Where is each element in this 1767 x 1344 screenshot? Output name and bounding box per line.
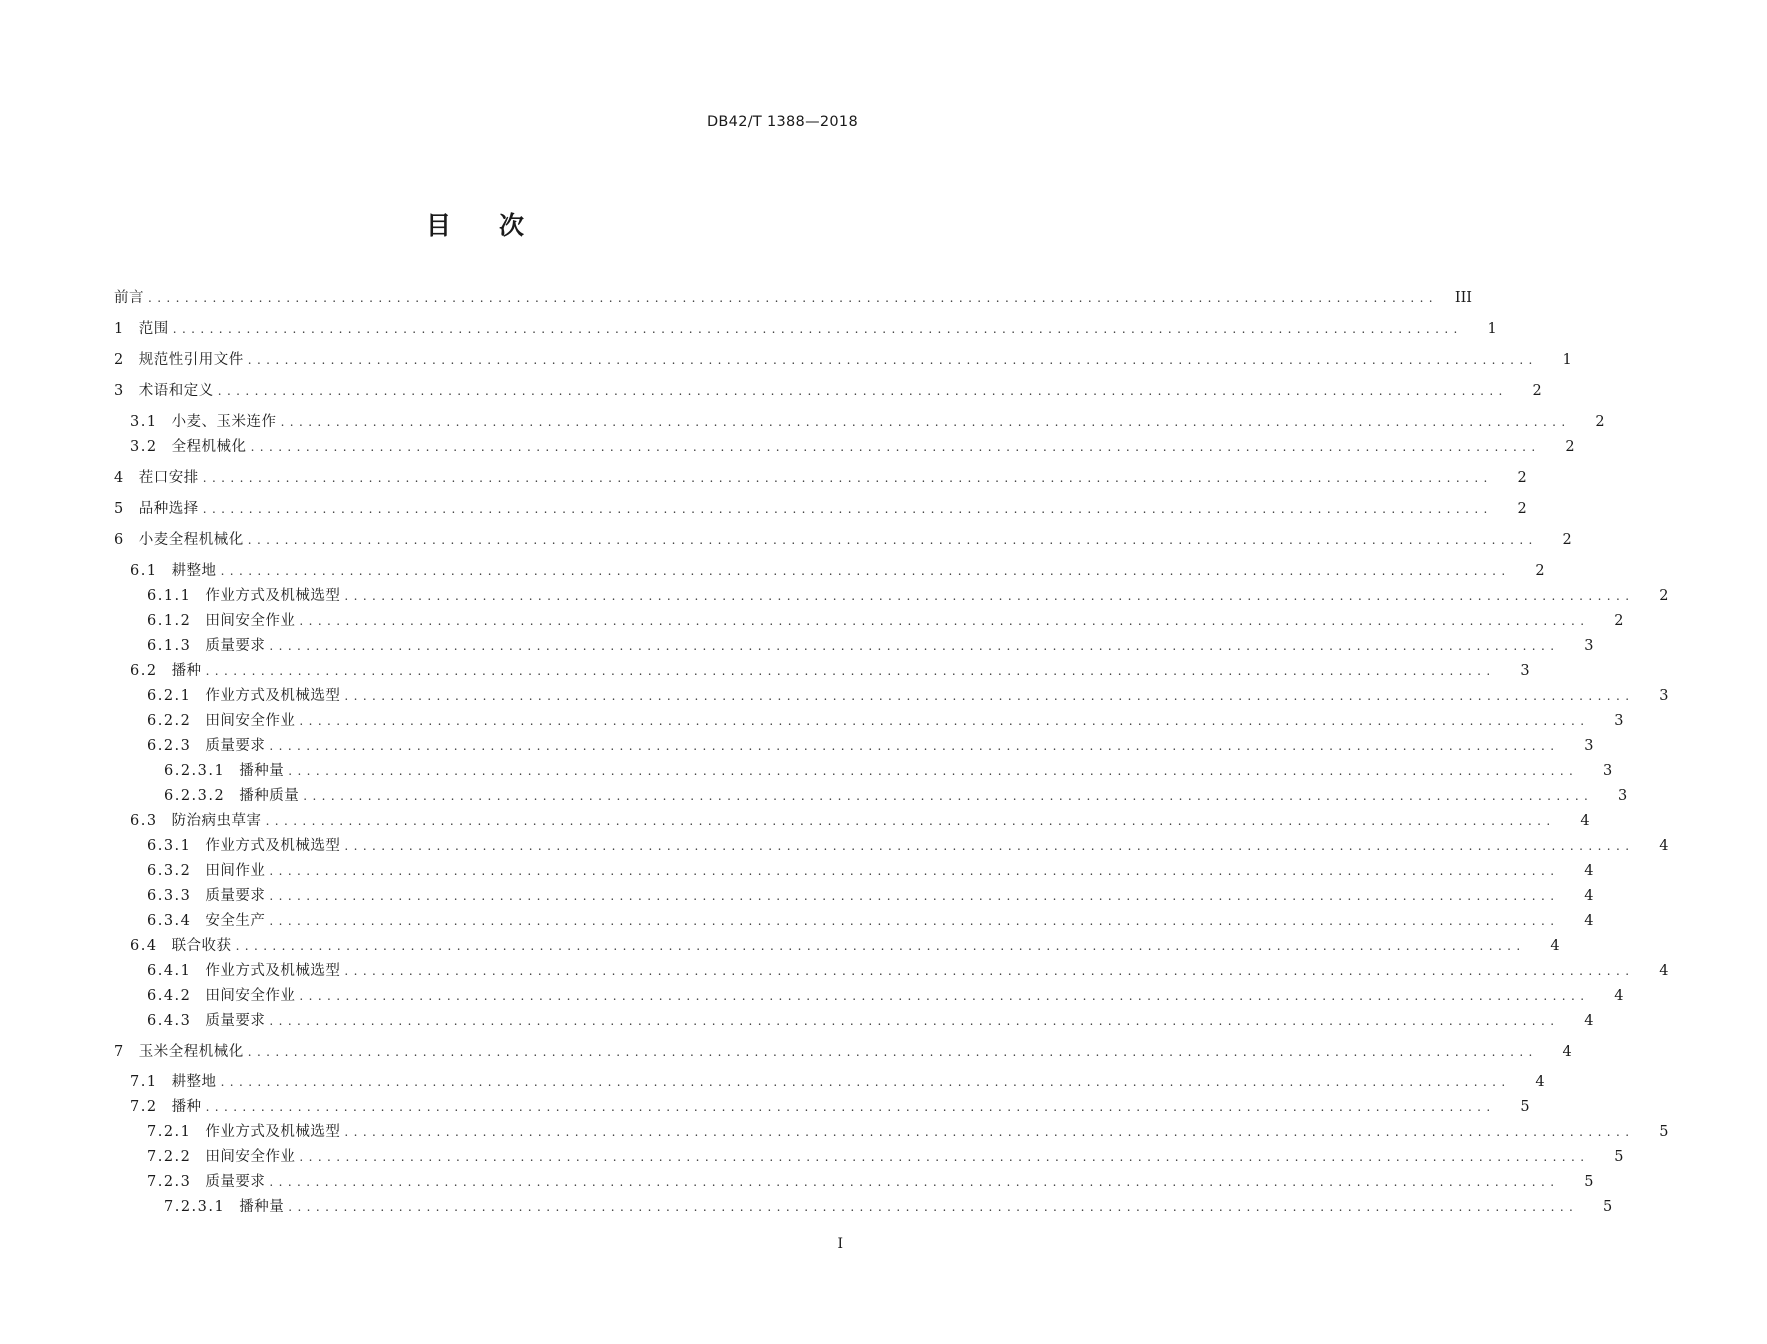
toc-entry[interactable] [0,1196,1613,1218]
toc-entry-page: 3 [1614,713,1624,729]
toc-entry[interactable] [0,835,1669,857]
toc-leader-dots: ............................................................................................................................................ [217,384,1508,398]
toc-entry-number: 6.4 [130,938,158,954]
toc-entry[interactable] [0,436,1575,458]
toc-entry[interactable] [0,735,1594,757]
toc-entry-title: 质量要求 [205,1013,266,1029]
toc-entry-title: 田间安全作业 [205,988,296,1004]
toc-leader-dots: ............................................................................................................................................ [299,714,1590,728]
toc-entry-number: 4 [114,470,125,486]
toc-entry-title: 小麦全程机械化 [138,532,244,548]
toc-entry-page: III [1454,290,1473,306]
toc-leader-dots: ............................................................................................................................................ [265,814,1556,828]
toc-leader-dots: ............................................................................................................................................ [299,1150,1590,1164]
toc-entry-page: 2 [1517,470,1527,486]
toc-leader-dots: ............................................................................................................................................ [250,440,1541,454]
toc-entry-number: 6.2.2 [147,713,192,729]
toc-entry-number: 6.3.4 [147,913,192,929]
toc-entry[interactable] [0,885,1594,907]
toc-entry[interactable] [0,1041,1572,1063]
toc-entry-number: 6.3.3 [147,888,192,904]
toc-entry-title: 安全生产 [205,913,266,929]
toc-entry-number: 6.1.2 [147,613,192,629]
toc-entry[interactable] [0,1171,1594,1193]
toc-entry-page: 4 [1580,813,1590,829]
toc-entry-number: 6.2.3.1 [164,763,226,779]
toc-leader-dots: ............................................................................................................................................ [269,639,1560,653]
toc-entry-title: 耕整地 [171,1074,217,1090]
toc-entry-page: 4 [1535,1074,1545,1090]
toc-entry[interactable] [0,810,1590,832]
toc-entry-number: 2 [114,352,125,368]
toc-leader-dots: ............................................................................................................................................ [205,664,1496,678]
toc-entry-title: 作业方式及机械选型 [205,963,341,979]
toc-entry-title: 作业方式及机械选型 [205,588,341,604]
toc-leader-dots: ............................................................................................................................................ [269,739,1560,753]
toc-entry-page: 3 [1584,738,1594,754]
toc-entry[interactable] [0,935,1560,957]
toc-entry-page: 5 [1614,1149,1624,1165]
toc-entry-number: 6.2.1 [147,688,192,704]
toc-entry-number: 7.2.3.1 [164,1199,226,1215]
toc-entry-number: 7.2 [130,1099,158,1115]
toc-entry-title: 田间作业 [205,863,266,879]
toc-entry-page: 4 [1659,838,1669,854]
toc-entry-page: 2 [1565,439,1575,455]
toc-leader-dots: ............................................................................................................................................ [299,989,1590,1003]
toc-entry-number: 1 [114,321,125,337]
toc-entry-title: 播种 [171,1099,202,1115]
toc-leader-dots: ............................................................................................................................................ [220,1075,1511,1089]
toc-entry-number: 3 [114,383,125,399]
toc-entry-number: 6.2 [130,663,158,679]
toc-leader-dots: ............................................................................................................................................ [235,939,1526,953]
toc-entry[interactable] [0,529,1572,551]
toc-leader-dots: ............................................................................................................................................ [247,1045,1538,1059]
toc-entry-number: 6.4.2 [147,988,192,1004]
toc-entry[interactable] [0,610,1624,632]
toc-entry-page: 5 [1659,1124,1669,1140]
toc-leader-dots: ............................................................................................................................................ [269,889,1560,903]
toc-leader-dots: ............................................................................................................................................ [247,353,1538,367]
toc-entry-title: 田间安全作业 [205,1149,296,1165]
toc-entry[interactable] [0,1010,1594,1032]
toc-entry-title: 质量要求 [205,1174,266,1190]
toc-entry-page: 4 [1550,938,1560,954]
toc-entry-number: 7.2.3 [147,1174,192,1190]
toc-entry-page: 3 [1659,688,1669,704]
toc-leader-dots: ............................................................................................................................................ [280,415,1571,429]
toc-entry[interactable] [0,1071,1545,1093]
toc-entry-page: 4 [1584,1013,1594,1029]
toc-leader-dots: ............................................................................................................................................ [205,1100,1496,1114]
toc-leader-dots: ............................................................................................................................................ [269,914,1560,928]
toc-entry-number: 6.3.2 [147,863,192,879]
toc-leader-dots: ............................................................................................................................................ [269,1175,1560,1189]
toc-entry[interactable] [0,985,1624,1007]
toc-entry[interactable] [0,1146,1624,1168]
page-title: 目次 [425,211,572,240]
toc-entry[interactable] [0,685,1669,707]
toc-entry-page: 2 [1614,613,1624,629]
toc-entry[interactable] [0,1121,1669,1143]
toc-entry-title: 质量要求 [205,738,266,754]
toc-entry-title: 防治病虫草害 [171,813,262,829]
toc-leader-dots: ............................................................................................................................................ [172,322,1463,336]
toc-entry-page: 2 [1535,563,1545,579]
toc-entry-title: 联合收获 [171,938,232,954]
toc-entry-number: 6.2.3 [147,738,192,754]
toc-entry[interactable] [0,760,1613,782]
toc-leader-dots: ............................................................................................................................................ [344,589,1635,603]
toc-entry-page: 4 [1584,863,1594,879]
toc-entry-number: 6 [114,532,125,548]
toc-leader-dots: ............................................................................................................................................ [344,839,1635,853]
toc-entry-number: 3.1 [130,414,158,430]
toc-entry-page: 2 [1562,532,1572,548]
toc-leader-dots: ............................................................................................................................................ [202,502,1493,516]
toc-entry[interactable] [0,411,1605,433]
toc-entry-title: 小麦、玉米连作 [171,414,277,430]
toc-entry-number: 6.1.1 [147,588,192,604]
toc-entry[interactable] [0,960,1669,982]
footer-page-number: I [837,1236,843,1252]
toc-entry[interactable] [0,560,1545,582]
toc-entry-page: 5 [1603,1199,1613,1215]
toc-entry-title: 玉米全程机械化 [138,1044,244,1060]
toc-entry[interactable] [0,860,1594,882]
toc-entry-number: 6.1.3 [147,638,192,654]
toc-entry-title: 播种量 [239,763,285,779]
toc-entry-title: 规范性引用文件 [138,352,244,368]
toc-entry-title: 质量要求 [205,888,266,904]
toc-entry-title: 作业方式及机械选型 [205,1124,341,1140]
toc-entry[interactable] [0,785,1628,807]
toc-entry[interactable] [0,498,1527,520]
toc-entry-number: 5 [114,501,125,517]
toc-entry-number: 7.2.2 [147,1149,192,1165]
toc-entry[interactable] [0,1096,1530,1118]
toc-entry-number: 6.4.1 [147,963,192,979]
toc-entry-page: 5 [1584,1174,1594,1190]
toc-entry-number: 6.3.1 [147,838,192,854]
toc-entry[interactable] [0,349,1572,371]
toc-leader-dots: ............................................................................................................................................ [288,764,1579,778]
toc-entry-title: 播种 [171,663,202,679]
toc-leader-dots: ............................................................................................................................................ [299,614,1590,628]
toc-entry-number: 7 [114,1044,125,1060]
toc-entry[interactable] [0,467,1527,489]
toc-entry-page: 4 [1659,963,1669,979]
toc-entry[interactable] [0,318,1497,340]
toc-leader-dots: ............................................................................................................................................ [344,1125,1635,1139]
toc-entry-title: 耕整地 [171,563,217,579]
toc-entry-title: 品种选择 [138,501,199,517]
toc-entry-number: 6.4.3 [147,1013,192,1029]
toc-entry-page: 4 [1584,888,1594,904]
toc-entry-page: 1 [1562,352,1572,368]
toc-leader-dots: ............................................................................................................................................ [344,689,1635,703]
toc-entry-title: 播种量 [239,1199,285,1215]
toc-leader-dots: ............................................................................................................................................ [269,1014,1560,1028]
toc-entry-title: 前言 [114,290,144,306]
toc-entry-title: 范围 [138,321,169,337]
toc-entry-page: 2 [1517,501,1527,517]
toc-entry-page: 3 [1603,763,1613,779]
toc-entry[interactable] [0,910,1594,932]
toc-entry-title: 作业方式及机械选型 [205,688,341,704]
toc-entry[interactable] [0,287,1473,309]
toc-entry-page: 2 [1532,383,1542,399]
toc-entry[interactable] [0,660,1530,682]
toc-entry-page: 1 [1487,321,1497,337]
toc-entry-title: 田间安全作业 [205,713,296,729]
toc-leader-dots: ............................................................................................................................................ [288,1200,1579,1214]
toc-entry-title: 术语和定义 [138,383,214,399]
toc-entry-number: 7.2.1 [147,1124,192,1140]
toc-entry-page: 3 [1520,663,1530,679]
toc-entry-title: 质量要求 [205,638,266,654]
toc-entry-page: 4 [1584,913,1594,929]
toc-leader-dots: ............................................................................................................................................ [269,864,1560,878]
toc-entry-title: 全程机械化 [171,439,247,455]
toc-entry-title: 茬口安排 [138,470,199,486]
toc-entry-page: 4 [1614,988,1624,1004]
toc-entry[interactable] [0,380,1542,402]
toc-entry-title: 田间安全作业 [205,613,296,629]
toc-entry[interactable] [0,635,1594,657]
toc-leader-dots: ............................................................................................................................................ [148,291,1439,305]
toc-entry-number: 7.1 [130,1074,158,1090]
toc-entry-number: 6.2.3.2 [164,788,226,804]
toc-leader-dots: ............................................................................................................................................ [220,564,1511,578]
toc-entry-page: 3 [1618,788,1628,804]
toc-entry[interactable] [0,585,1669,607]
toc-entry-number: 6.1 [130,563,158,579]
toc-entry-page: 2 [1659,588,1669,604]
toc-leader-dots: ............................................................................................................................................ [344,964,1635,978]
toc-entry-page: 5 [1520,1099,1530,1115]
toc-entry[interactable] [0,710,1624,732]
toc-leader-dots: ............................................................................................................................................ [247,533,1538,547]
toc-entry-number: 6.3 [130,813,158,829]
toc-entry-page: 2 [1595,414,1605,430]
document-code: DB42/T 1388—2018 [706,114,858,130]
toc-leader-dots: ............................................................................................................................................ [303,789,1594,803]
toc-entry-page: 4 [1562,1044,1572,1060]
toc-entry-page: 3 [1584,638,1594,654]
toc-leader-dots: ............................................................................................................................................ [202,471,1493,485]
toc-entry-number: 3.2 [130,439,158,455]
toc-entry-title: 播种质量 [239,788,300,804]
toc-entry-title: 作业方式及机械选型 [205,838,341,854]
